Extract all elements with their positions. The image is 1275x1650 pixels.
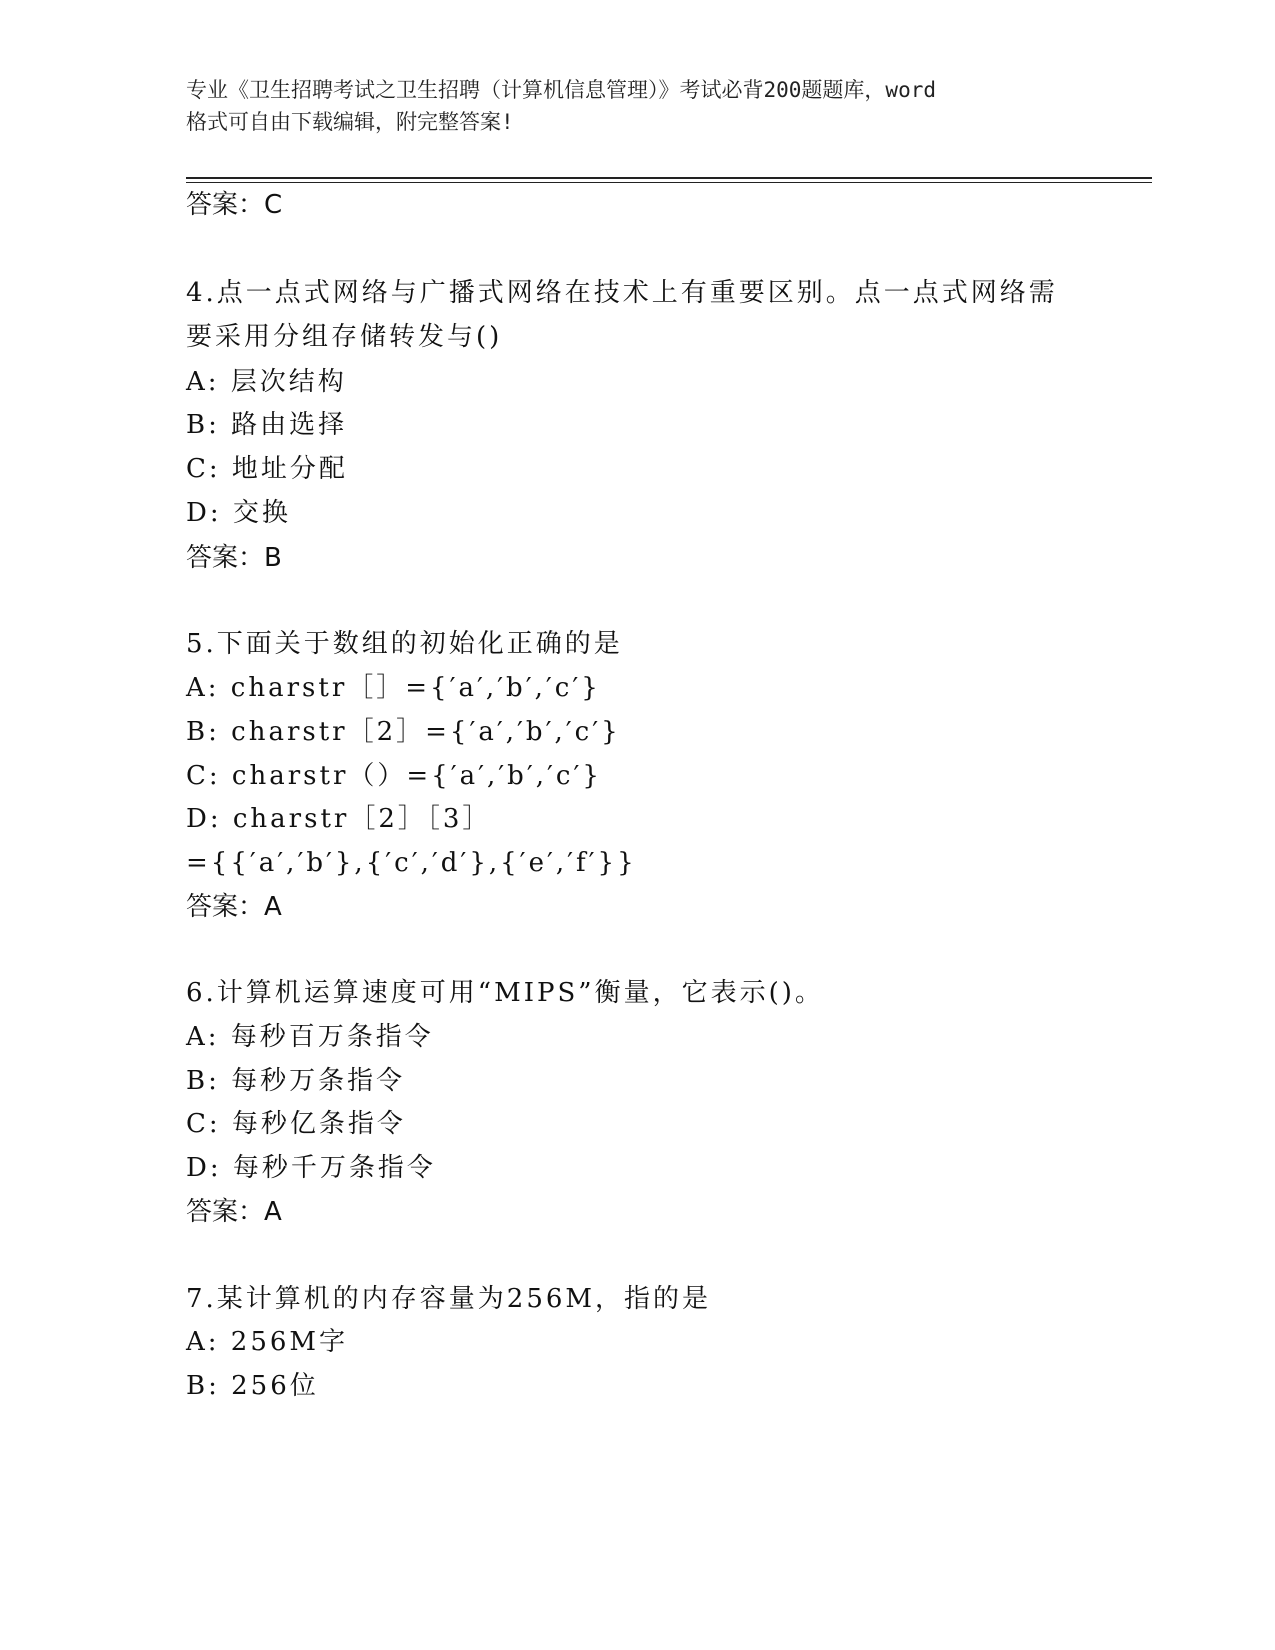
option-b: B: charstr［2］={′a′,′b′,′c′}	[186, 717, 621, 747]
answer-q4: 答案：B	[186, 543, 282, 573]
option-c: C: charstr（）={′a′,′b′,′c′}	[186, 761, 602, 791]
option-c: C: 每秒亿条指令	[186, 1109, 406, 1139]
option-b: B: 256位	[186, 1371, 319, 1401]
answer-q3: 答案：C	[186, 190, 283, 220]
option-c: C: 地址分配	[186, 454, 348, 484]
option-d: D: charstr［2］［3］	[186, 804, 492, 834]
header-line-2: 格式可自由下载编辑，附完整答案!	[186, 110, 514, 134]
header-line-1: 专业《卫生招聘考试之卫生招聘（计算机信息管理）》考试必背200题题库，word	[186, 78, 936, 102]
option-d: D: 交换	[186, 498, 291, 528]
option-a: A: 256M字	[186, 1327, 349, 1357]
option-d-continued: ={{′a′,′b′},{′c′,′d′},{′e′,′f′}}	[186, 848, 637, 878]
option-b: B: 路由选择	[186, 410, 348, 440]
answer-q6: 答案：A	[186, 1197, 282, 1227]
answer-q5: 答案：A	[186, 892, 282, 922]
option-b: B: 每秒万条指令	[186, 1066, 406, 1096]
header-rule-thick	[186, 177, 1152, 179]
question-stem: 4.点一点式网络与广播式网络在技术上有重要区别。点一点式网络需	[186, 278, 1058, 308]
option-a: A: charstr［］={′a′,′b′,′c′}	[186, 673, 601, 703]
question-stem: 5.下面关于数组的初始化正确的是	[186, 629, 623, 659]
question-stem: 6.计算机运算速度可用“MIPS”衡量，它表示()。	[186, 978, 824, 1008]
option-d: D: 每秒千万条指令	[186, 1153, 436, 1183]
question-stem-continued: 要采用分组存储转发与()	[186, 322, 503, 352]
question-stem: 7.某计算机的内存容量为256M，指的是	[186, 1284, 712, 1314]
page-header	[186, 74, 1086, 138]
option-a: A: 层次结构	[186, 367, 347, 397]
header-rule-thin	[186, 182, 1152, 183]
option-a: A: 每秒百万条指令	[186, 1022, 434, 1052]
